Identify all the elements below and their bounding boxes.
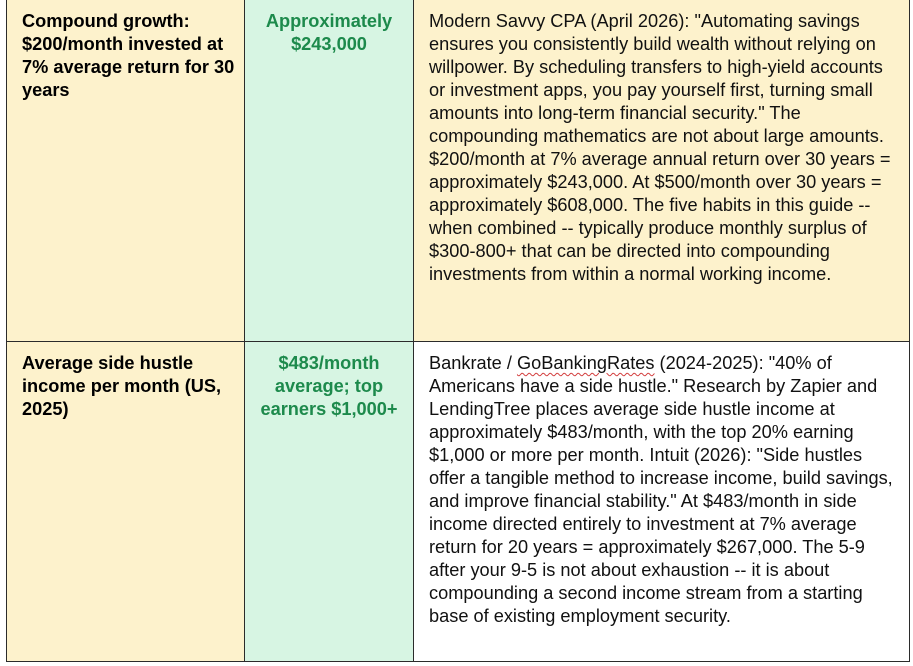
- metric-cell: [7, 0, 245, 342]
- source-text: Modern Savvy CPA (April 2026): "Automating savings ensures you consistently build wealth without relying on willpower. By scheduling transfers to high-yield accounts or investment apps, you pay yourself first, turning small amounts into long-term financial security." The compounding mathematics are not about large amounts. $200/month at 7% average annual return over 30 years = approximately $243,000. At $500/month over 30 years = approximately $608,000. The five habits in this guide -- when combined -- typically produce monthly surplus of $300-800+ that can be directed into compounding investments from within a normal working income.: [429, 11, 891, 284]
- source-prefix: Bankrate /: [429, 353, 517, 373]
- data-table: [6, 0, 910, 662]
- value-cell: [245, 0, 414, 342]
- source-cell: [414, 0, 910, 342]
- metric-label: Compound growth: $200/month invested at 7% average return for 30 years: [22, 11, 235, 100]
- source-cell: [414, 342, 910, 662]
- source-rest: (2024-2025): "40% of Americans have a side hustle." Research by Zapier and LendingTree places average side hustle income at approximately $483/month, with the top 20% earning $1,000 or more per month. Intuit (2026): "Side hustles offer a tangible method to increase income, build savings, and improve financial stability." At $483/month in side income directed entirely to investment at 7% average return for 20 years = approximately $267,000. The 5-9 after your 9-5 is not about exhaustion -- it is about compounding a second income stream from a starting base of existing employment security.: [429, 353, 893, 626]
- table-row: [7, 342, 910, 662]
- metric-cell: [7, 342, 245, 662]
- source-text: [414, 342, 909, 628]
- value-cell: [245, 342, 414, 662]
- value-label: $483/month average; top earners $1,000+: [260, 353, 398, 419]
- spellcheck-flagged-word: GoBankingRates: [516, 353, 655, 373]
- value-label: Approximately $243,000: [265, 11, 393, 54]
- table-row: [7, 0, 910, 342]
- metric-label: Average side hustle income per month (US, 2025): [22, 353, 222, 419]
